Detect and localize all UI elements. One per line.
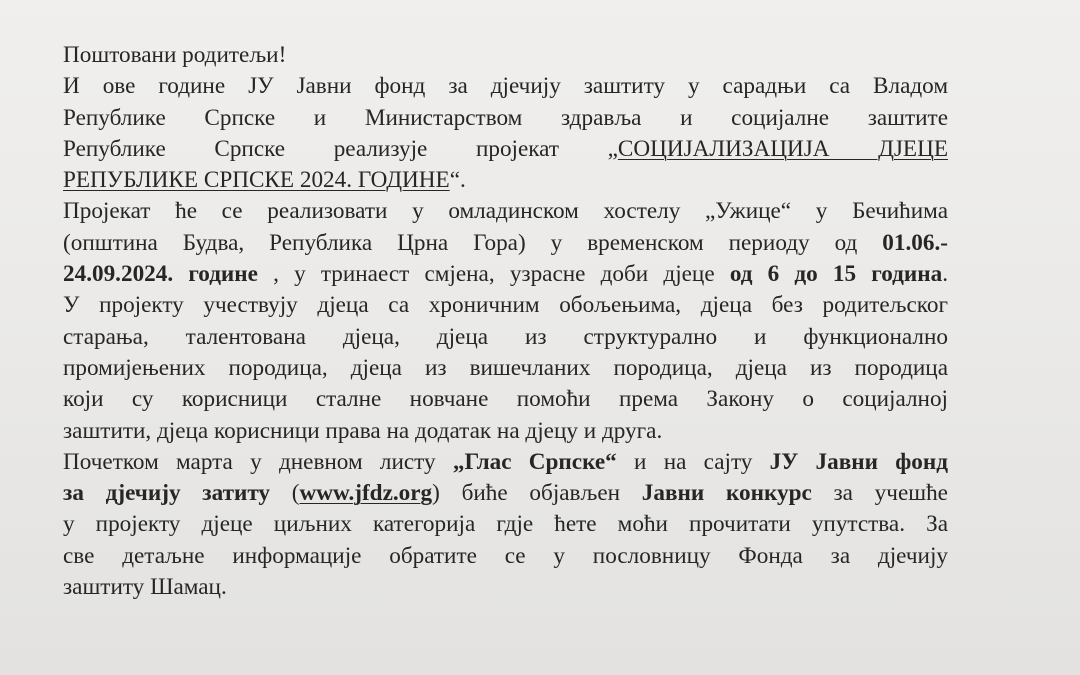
greeting: Поштовани родитељи!	[63, 42, 287, 68]
paragraph-3-line-1: У пројекту учествују дјеца са хроничним обољењима, дјеца без родитељског	[63, 292, 948, 319]
paragraph-4-line-5: заштиту Шамац.	[63, 574, 227, 601]
paragraph-3-line-3: промијењених породица, дјеца из вишечланих породица, дјеца из породица	[63, 354, 948, 381]
age-range: од 6 до 15 година	[729, 261, 943, 288]
paragraph-3-line-2: старања, талентована дјеца, дјеца из структурално и функционално	[63, 323, 948, 350]
paragraph-1-line-1: И ове године ЈУ Јавни фонд за дјечију заштиту у сарадњи са Владом	[63, 73, 948, 100]
fund-name-part-2: за дјечију затиту	[63, 480, 271, 507]
paragraph-2-line-2	[63, 228, 948, 259]
text-segment: (општина Будва, Република Црна Гора) у временском периоду од	[63, 229, 883, 256]
paragraph-2-line-1: Пројекат ће се реализовати у омладинском хостелу „Ужице“ у Бечићима	[63, 198, 948, 225]
paragraph-2-line-3	[63, 259, 948, 290]
start-date: 01.06.-	[882, 229, 948, 256]
paragraph-4-line-4: све детаљне информације обратите се у пословницу Фонда за дјечију	[63, 542, 948, 569]
newspaper-name: „Глас Српске“	[452, 448, 617, 475]
fund-name-part-1: ЈУ Јавни фонд	[769, 448, 948, 475]
text-segment: за учешће	[811, 480, 948, 507]
paragraph-4-line-1	[63, 447, 948, 478]
paragraph-3-line-4: који су корисници сталне новчане помоћи према Закону о социјалној	[63, 386, 948, 413]
text-segment: Републике Српске реализује пројекат „	[63, 135, 618, 162]
paragraph-4-line-3: у пројекту дјеце циљних категорија гдје ћете моћи прочитати упутства. За	[63, 511, 948, 538]
project-title-part-2: РЕПУБЛИКЕ СРПСКЕ 2024. ГОДИНЕ	[63, 167, 450, 194]
text-segment: .	[942, 261, 948, 288]
text-segment: ) биће објављен	[432, 480, 642, 507]
paragraph-1-line-4	[63, 165, 948, 196]
public-call: Јавни конкурс	[641, 480, 812, 507]
paragraph-3-line-5: заштити, дјеца корисници права на додатак на дјецу и друга.	[63, 417, 663, 444]
text-segment: , у тринаест смјена, узрасне доби дјеце	[257, 261, 730, 288]
project-title-part-1: СОЦИЈАЛИЗАЦИЈА ДЈЕЦЕ	[617, 135, 948, 162]
paragraph-4-line-2	[63, 478, 948, 509]
text-segment: Почетком марта у дневном листу	[63, 448, 453, 475]
letter-body	[63, 40, 948, 603]
end-date: 24.09.2024. године	[63, 261, 258, 288]
text-segment: (	[270, 480, 300, 507]
text-segment: “.	[449, 167, 466, 194]
paragraph-1-line-2: Републике Српске и Министарством здравља и социјалне заштите	[63, 104, 948, 131]
paragraph-1-line-3	[63, 134, 948, 165]
website-link[interactable]: www.jfdz.org	[299, 480, 433, 507]
text-segment: и на сајту	[616, 448, 770, 475]
